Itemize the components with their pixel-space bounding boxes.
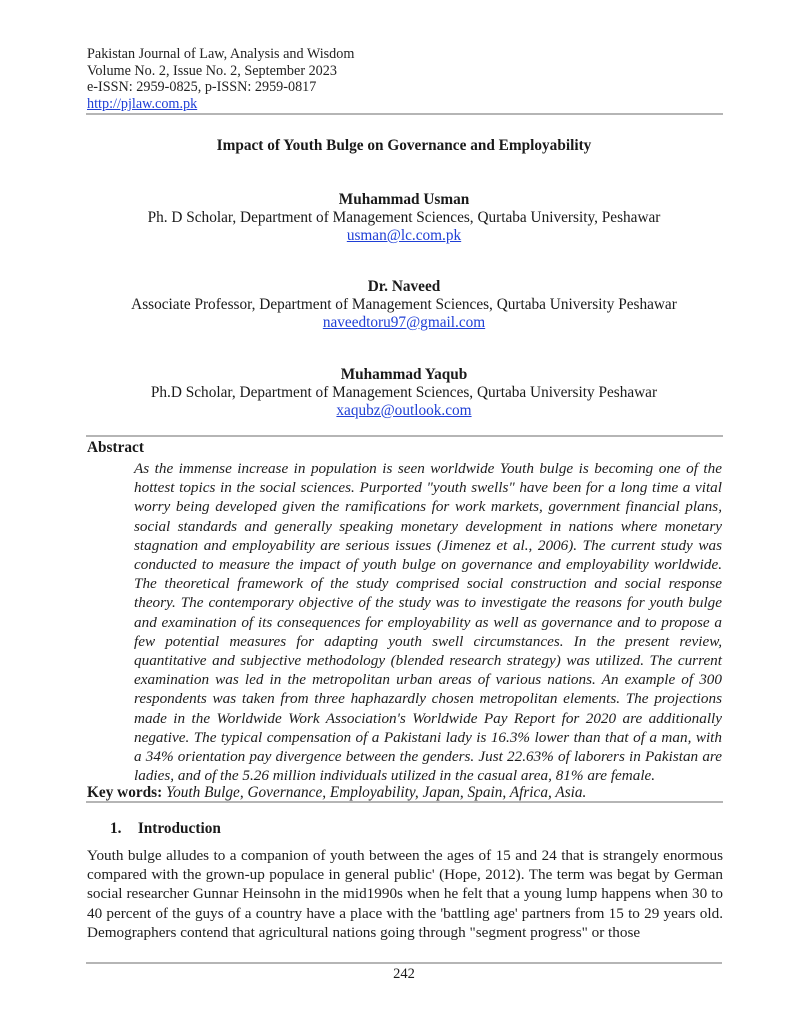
section-heading-introduction xyxy=(110,820,221,838)
abstract-top-divider xyxy=(86,435,723,437)
author-affiliation: Associate Professor, Department of Management Sciences, Qurtaba University Peshawar xyxy=(131,295,677,313)
section-title: Introduction xyxy=(137,820,221,837)
keywords-label: Key words: xyxy=(87,784,163,801)
journal-issn: e-ISSN: 2959-0825, p-ISSN: 2959-0817 xyxy=(87,79,317,96)
abstract-heading: Abstract xyxy=(87,439,144,456)
keywords-list: Youth Bulge, Governance, Employability, Japan, Spain, Africa, Asia. xyxy=(166,784,587,801)
author-block xyxy=(0,366,791,419)
paper-title: Impact of Youth Bulge on Governance and Employability xyxy=(216,137,592,154)
abstract-text: As the immense increase in population is seen worldwide Youth bulge is becoming one of the hottest topics in the social sciences. Purported "youth swells" have been for a long time a vital worry being developed given the ramifications for work markets, government financial plans, social standards and generally speaking monetary development in nations where monetary stagnation and employability are serious issues (Jimenez et al., 2006). The current study was conducted to measure the impact of youth bulge on governance and employability worldwide. The theoretical framework of the study comprised social construction and social response theory. The contemporary objective of the study was to investigate the reasons for youth bulge and examination of its consequences for employability as well as governance and to propose a few potential measures for adapting youth swell circumstances. In the present review, quantitative and subjective methodology (blended research strategy) was utilized. The current examination was led in the metropolitan urban areas of various nations. An example of 300 respondents was taken from three haphazardly chosen metropolitan elements. The projections made in the Worldwide Work Association's Worldwide Pay Report for 2020 are additionally negative. The typical compensation of a Pakistani lady is 16.3% lower than that of a man, with a 34% orientation pay divergence between the genders. Just 22.63% of laborers in Pakistan are ladies, and of the 5.26 million individuals utilized in the casual area, 81% are female. xyxy=(134,460,722,785)
author-email-link[interactable]: usman@lc.com.pk xyxy=(346,226,462,244)
author-name: Dr. Naveed xyxy=(367,278,441,295)
author-name: Muhammad Yaqub xyxy=(340,366,468,383)
author-block xyxy=(0,278,791,331)
section-number: 1. xyxy=(110,820,122,837)
journal-volume: Volume No. 2, Issue No. 2, September 2023 xyxy=(87,62,337,79)
author-name: Muhammad Usman xyxy=(338,191,470,208)
header-divider xyxy=(86,113,723,115)
journal-name: Pakistan Journal of Law, Analysis and Wisdom xyxy=(87,46,355,62)
introduction-text: Youth bulge alludes to a companion of youth between the ages of 15 and 24 that is strangely enormous compared with the grown-up populace in general public' (Hope, 2012). The term was begat by German social researcher Gunnar Heinsohn in the mid1990s when he felt that a young lump happens when 30 to 40 percent of the guys of a country have a place with the 'battling age' partners from 15 to 29 years old. Demographers contend that agricultural nations going through "segment progress" or those xyxy=(87,847,723,941)
author-block xyxy=(0,191,791,244)
keywords-divider xyxy=(86,801,723,803)
page-number: 242 xyxy=(393,966,415,982)
journal-url-link[interactable]: http://pjlaw.com.pk xyxy=(87,95,198,112)
author-email-link[interactable]: xaqubz@outlook.com xyxy=(336,401,472,419)
journal-header xyxy=(87,46,354,112)
author-affiliation: Ph.D Scholar, Department of Management Sciences, Qurtaba University Peshawar xyxy=(150,383,658,401)
footer-divider xyxy=(86,962,722,964)
author-affiliation: Ph. D Scholar, Department of Management Sciences, Qurtaba University, Peshawar xyxy=(147,208,661,226)
keywords xyxy=(87,784,586,802)
author-email-link[interactable]: naveedtoru97@gmail.com xyxy=(322,313,486,331)
